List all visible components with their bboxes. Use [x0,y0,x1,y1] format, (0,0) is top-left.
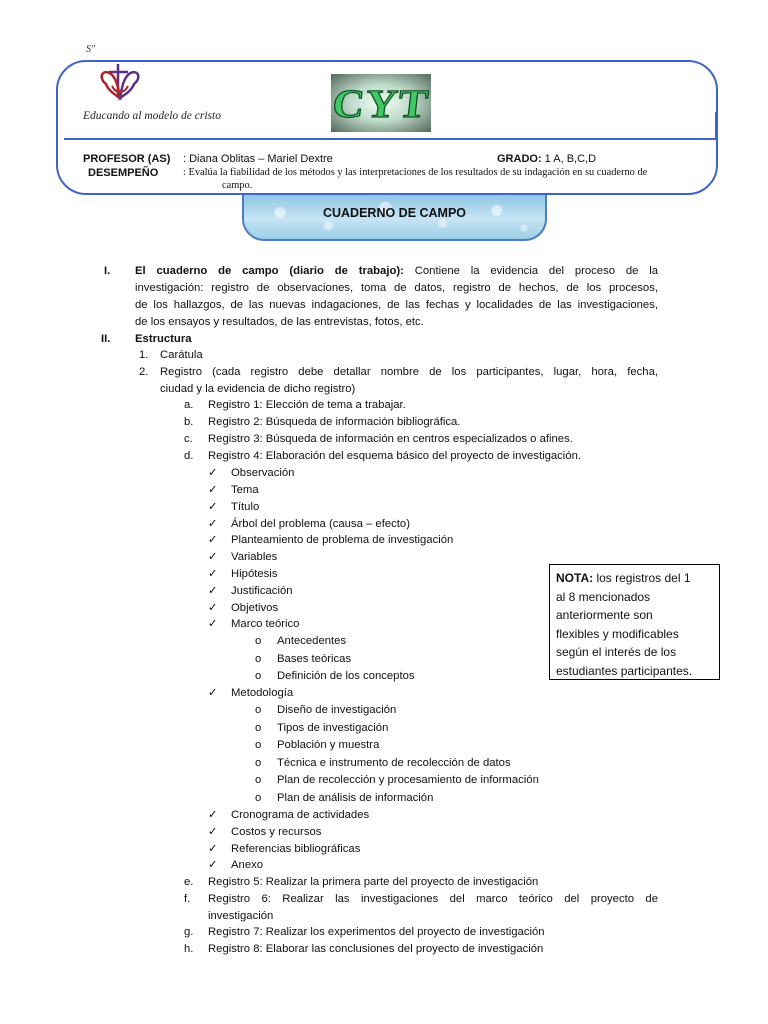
sub-b-letter: b. [184,416,194,428]
note-line-1: NOTA: los registros del 1 [556,571,691,585]
check-item: Tema [231,484,259,496]
check-item: Variables [231,551,278,563]
check-icon: ✓ [208,859,218,871]
note-line-6: estudiantes participantes. [556,663,693,678]
note-line-5: según el interés de los [556,645,677,659]
bullet-icon: o [255,774,262,786]
bullet-icon: o [255,722,262,734]
sub-a-letter: a. [184,399,194,411]
bullet-icon: o [255,635,262,647]
section-1-line-3: de los hallazgos, de las nuevas indagaciones, de las fechas y localidades de las investigaciones, [135,299,658,311]
metodologia-item: Técnica e instrumento de recolección de datos [277,757,511,769]
metodologia-item: Diseño de investigación [277,704,397,716]
check-icon: ✓ [208,518,218,530]
check-icon: ✓ [208,534,218,546]
sub-a-text: Registro 1: Elección de tema a trabajar. [208,399,406,411]
item-2-line-2: ciudad y la evidencia de dicho registro) [160,383,356,395]
bullet-icon: o [255,704,262,716]
header-divider-tick [715,112,717,139]
metodologia-item: Plan de recolección y procesamiento de información [277,774,539,786]
metodologia-item: Plan de análisis de información [277,792,434,804]
grade-value: 1 A, B,C,D [544,153,597,165]
check-item: Referencias bibliográficas [231,843,361,855]
note-line-2: al 8 mencionados [556,589,651,604]
bullet-icon: o [255,739,262,751]
section-1-numeral: I. [104,265,111,277]
marco-item: Definición de los conceptos [277,670,415,682]
note-line-4: flexibles y modificables [556,626,679,641]
performance-line-2: campo. [222,180,253,191]
sub-b-text: Registro 2: Búsqueda de información bibliográfica. [208,416,461,428]
check-item: Costos y recursos [231,826,322,838]
check-item: Árbol del problema (causa – efecto) [231,518,410,530]
bullet-icon: o [255,792,262,804]
check-icon: ✓ [208,809,218,821]
sub-c-text: Registro 3: Búsqueda de información en centros especializados o afines. [208,433,573,445]
check-item: Observación [231,467,295,479]
metodologia-label: Metodología [231,687,294,699]
item-1-number: 1. [139,349,149,361]
section-2-title: Estructura [135,333,192,345]
sub-d-letter: d. [184,450,194,462]
check-item: Planteamiento de problema de investigación [231,534,454,546]
cyt-logo-text: CYT [330,80,432,126]
sub-f-text [208,891,658,925]
sub-h-letter: h. [184,943,194,955]
bullet-icon: o [255,670,262,682]
check-icon: ✓ [208,484,218,496]
check-icon: ✓ [208,585,218,597]
sub-g-letter: g. [184,926,194,938]
check-item: Objetivos [231,602,279,614]
check-icon: ✓ [208,568,218,580]
section-1-line-2: investigación: registro de observaciones, toma de datos, registro de hechos, de los procesos, [135,282,658,294]
bullet-icon: o [255,757,262,769]
school-motto: Educando al modelo de cristo [83,110,221,122]
title-banner [242,195,547,241]
check-item: Marco teórico [231,618,300,630]
section-1-line-1: El cuaderno de campo (diario de trabajo): Contiene la evidencia del proceso de la [135,265,659,277]
check-icon: ✓ [208,501,218,513]
header-divider [64,138,716,140]
teacher-label: PROFESOR (AS) [83,153,171,165]
check-icon: ✓ [208,467,218,479]
marco-item: Bases teóricas [277,653,352,665]
note-label: NOTA: [556,571,594,585]
check-icon: ✓ [208,843,218,855]
bullet-icon: o [255,653,262,665]
check-icon: ✓ [208,687,218,699]
check-item: Título [231,501,260,513]
sub-f-letter: f. [184,893,191,905]
teacher-value: : Diana Oblitas – Mariel Dextre [183,153,333,165]
sub-g-text: Registro 7: Realizar los experimentos del proyecto de investigación [208,926,545,938]
section-2-numeral: II. [101,333,111,345]
check-item: Anexo [231,859,264,871]
sub-c-letter: c. [184,433,193,445]
cyt-logo [331,74,431,132]
section-1-line-4: de los ensayos y resultados, de las entrevistas, fotos, etc. [135,316,424,328]
metodologia-item: Población y muestra [277,739,380,751]
item-1-text: Carátula [160,349,203,361]
performance-line-1: : Evalúa la fiabilidad de los métodos y las interpretaciones de los resultados de su indagación en su cuaderno de [183,167,648,178]
check-icon: ✓ [208,826,218,838]
sub-e-letter: e. [184,876,194,888]
sub-d-text: Registro 4: Elaboración del esquema básico del proyecto de investigación. [208,450,582,462]
sub-h-text: Registro 8: Elaborar las conclusiones del proyecto de investigación [208,943,544,955]
check-item: Cronograma de actividades [231,809,370,821]
document-title: CUADERNO DE CAMPO [322,206,467,220]
check-item: Hipótesis [231,568,278,580]
grade [497,153,596,165]
item-2-text [160,364,658,398]
corner-mark: S" [86,44,96,55]
performance-label: DESEMPEÑO [88,167,159,179]
marco-item: Antecedentes [277,635,347,647]
sub-f-line-2: investigación [208,910,274,922]
item-2-line-1: Registro (cada registro debe detallar nombre de los participantes, lugar, hora, fecha, [160,366,658,378]
sub-f-line-1: Registro 6: Realizar las investigaciones del marco teórico del proyecto de [208,893,658,905]
note-box [549,564,720,680]
note-line-3: anteriormente son [556,608,653,622]
section-1-paragraph [135,263,658,331]
check-icon: ✓ [208,602,218,614]
cross-heart-logo-icon [96,62,146,106]
check-icon: ✓ [208,551,218,563]
check-item: Justificación [231,585,293,597]
metodologia-item: Tipos de investigación [277,722,389,734]
item-2-number: 2. [139,366,149,378]
sub-e-text: Registro 5: Realizar la primera parte del proyecto de investigación [208,876,539,888]
check-icon: ✓ [208,618,218,630]
grade-label: GRADO: [497,153,542,165]
